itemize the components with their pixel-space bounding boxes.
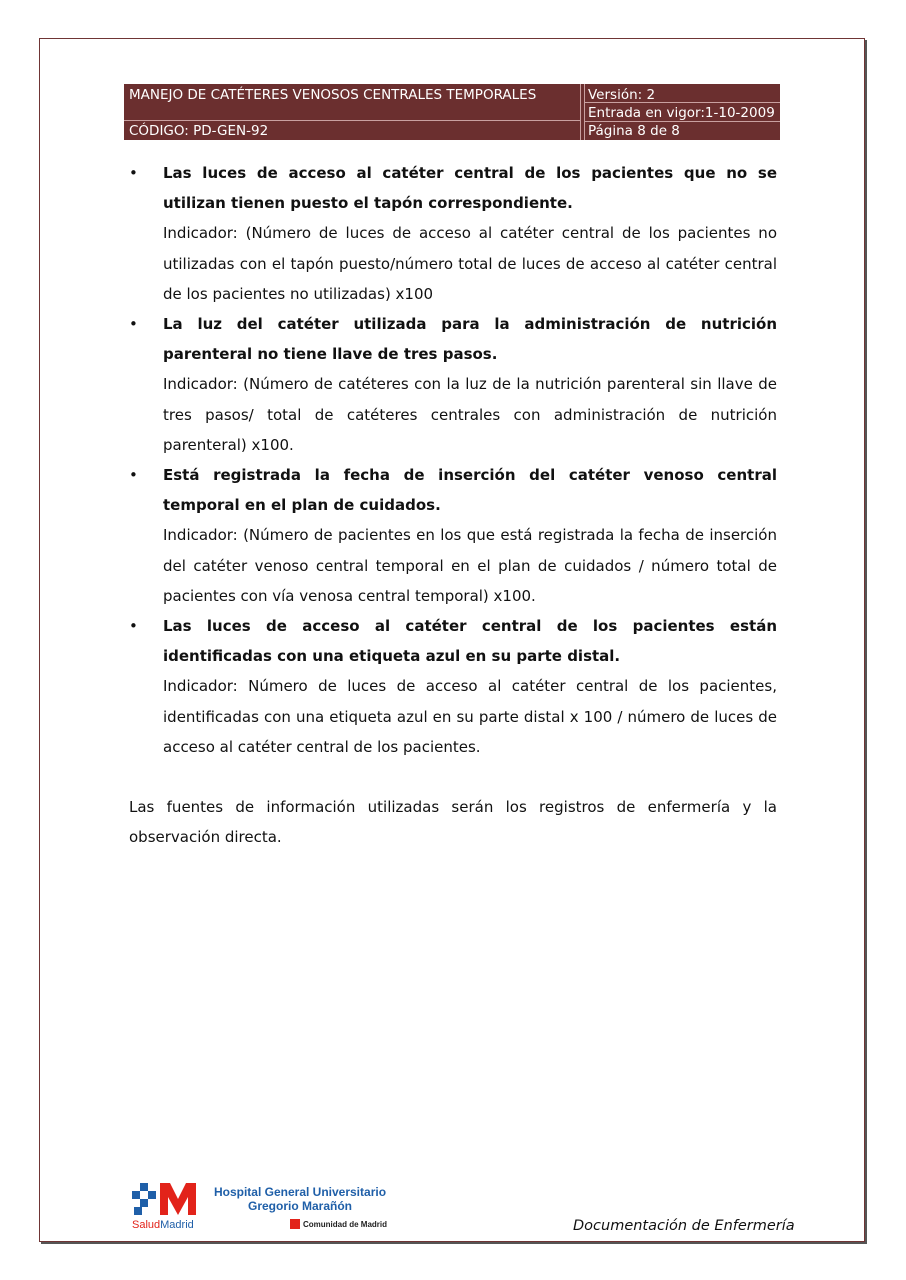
bullet-icon: • (129, 315, 138, 334)
footer-documentation: Documentación de Enfermería (573, 1218, 795, 1234)
item-title: Está registrada la fecha de inserción del catéter venoso central temporal en el plan de cuidados. (163, 466, 777, 515)
header-divider (124, 120, 580, 121)
header-version: Versión: 2 (588, 87, 656, 103)
header-divider (580, 84, 581, 140)
list-item (129, 309, 777, 460)
header-divider (585, 121, 780, 122)
hospital-name (210, 1185, 390, 1213)
salud-madrid-logo-icon (130, 1181, 200, 1219)
indicator-list (129, 158, 777, 762)
document-body (129, 158, 777, 867)
list-item (129, 611, 777, 762)
list-item (129, 158, 777, 309)
header-entry-date: Entrada en vigor:1-10-2009 (588, 105, 775, 121)
sources-paragraph: Las fuentes de información utilizadas serán los registros de enfermería y la observación directa. (129, 798, 777, 847)
salud-madrid-label (132, 1219, 194, 1231)
header-code: CÓDIGO: PD-GEN-92 (129, 123, 269, 139)
list-item (129, 460, 777, 611)
bullet-icon: • (129, 466, 138, 485)
bullet-icon: • (129, 164, 138, 182)
item-title: Las luces de acceso al catéter central de los pacientes que no se utilizan tienen puesto el tapón correspondiente. (163, 164, 777, 213)
header-title: MANEJO DE CATÉTERES VENOSOS CENTRALES TEMPORALES (129, 87, 537, 103)
madrid-text: Madrid (160, 1219, 194, 1231)
item-indicator: Indicador: (Número de luces de acceso al catéter central de los pacientes no utilizadas con el tapón puesto/número total de luces de acceso al catéter central de los pacientes no utilizadas) x100 (163, 224, 777, 303)
item-title: La luz del catéter utilizada para la administración de nutrición parenteral no tiene llave de tres pasos. (163, 315, 777, 364)
hospital-logo (130, 1181, 390, 1237)
comunidad-text: Comunidad de Madrid (303, 1219, 387, 1229)
item-indicator: Indicador: (Número de catéteres con la luz de la nutrición parenteral sin llave de tres pasos/ total de catéteres centrales con administración de nutrición parenteral) x100. (163, 375, 777, 454)
item-title: Las luces de acceso al catéter central de los pacientes están identificadas con una etiqueta azul en su parte distal. (163, 617, 777, 666)
header-divider (584, 84, 585, 140)
hospital-name-line: Hospital General Universitario (213, 1185, 387, 1199)
comunidad-madrid-label (290, 1219, 387, 1229)
item-indicator: Indicador: (Número de pacientes en los que está registrada la fecha de inserción del catéter venoso central temporal en el plan de cuidados / número total de pacientes con vía venosa central temporal) x100. (163, 526, 777, 605)
item-indicator: Indicador: Número de luces de acceso al catéter central de los pacientes, identificadas con una etiqueta azul en su parte distal x 100 / número de luces de acceso al catéter central de los pacientes. (163, 677, 777, 756)
hospital-name-line: Gregorio Marañón (247, 1199, 352, 1213)
document-header (124, 84, 780, 140)
comunidad-flag-icon (290, 1219, 300, 1229)
bullet-icon: • (129, 617, 138, 636)
salud-text: Salud (132, 1219, 161, 1231)
header-page-number: Página 8 de 8 (588, 123, 680, 139)
